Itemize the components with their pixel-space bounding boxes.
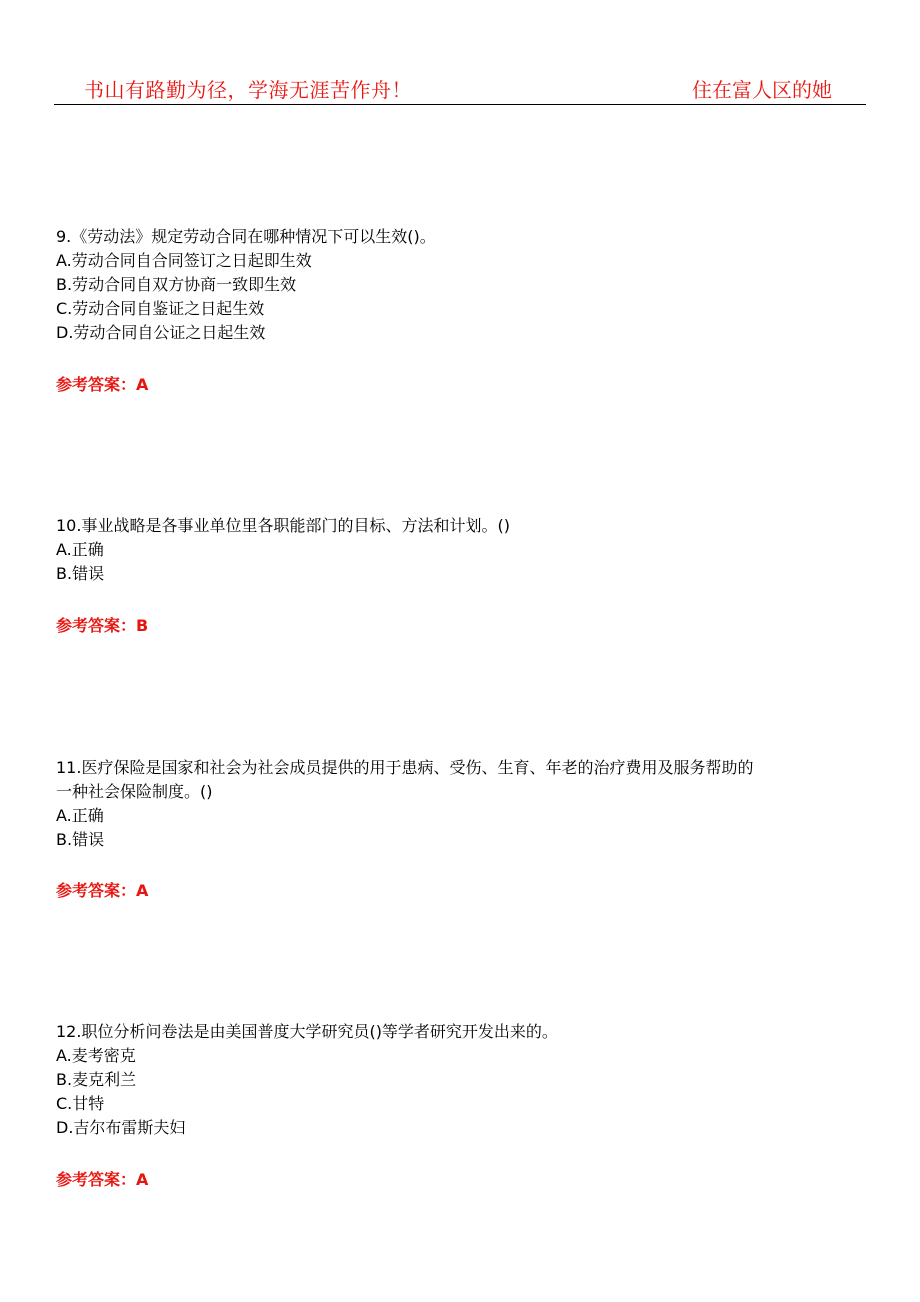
- question-11: [56, 756, 866, 852]
- answer-10: 参考答案：B: [56, 616, 149, 635]
- question-stem-line-1: 11.医疗保险是国家和社会为社会成员提供的用于患病、受伤、生育、年老的治疗费用及服务帮助的: [56, 758, 754, 777]
- answer-12: 参考答案：A: [56, 1170, 149, 1189]
- page-header: [54, 72, 866, 105]
- option-b: B.麦克利兰: [56, 1070, 137, 1089]
- option-a: A.麦考密克: [56, 1046, 136, 1065]
- option-d: D.劳动合同自公证之日起生效: [56, 323, 266, 342]
- option-a: A.劳动合同自合同签订之日起即生效: [56, 251, 312, 270]
- option-d: D.吉尔布雷斯夫妇: [56, 1118, 186, 1137]
- question-9: [56, 225, 866, 345]
- option-c: C.劳动合同自鉴证之日起生效: [56, 299, 265, 318]
- option-b: B.错误: [56, 830, 105, 849]
- answer-11: 参考答案：A: [56, 881, 149, 900]
- header-motto: 书山有路勤为径，学海无涯苦作舟！: [84, 78, 412, 102]
- option-a: A.正确: [56, 540, 104, 559]
- question-stem: 12.职位分析问卷法是由美国普度大学研究员()等学者研究开发出来的。: [56, 1022, 558, 1041]
- header-author: 住在富人区的她: [692, 78, 832, 102]
- question-stem: 10.事业战略是各事业单位里各职能部门的目标、方法和计划。(): [56, 516, 510, 535]
- question-12: [56, 1020, 866, 1140]
- option-b: B.错误: [56, 564, 105, 583]
- question-10: [56, 514, 866, 586]
- question-stem: 9.《劳动法》规定劳动合同在哪种情况下可以生效()。: [56, 227, 436, 246]
- option-a: A.正确: [56, 806, 104, 825]
- question-stem-line-2: 一种社会保险制度。(): [56, 782, 213, 801]
- answer-9: 参考答案：A: [56, 375, 149, 394]
- option-b: B.劳动合同自双方协商一致即生效: [56, 275, 297, 294]
- option-c: C.甘特: [56, 1094, 105, 1113]
